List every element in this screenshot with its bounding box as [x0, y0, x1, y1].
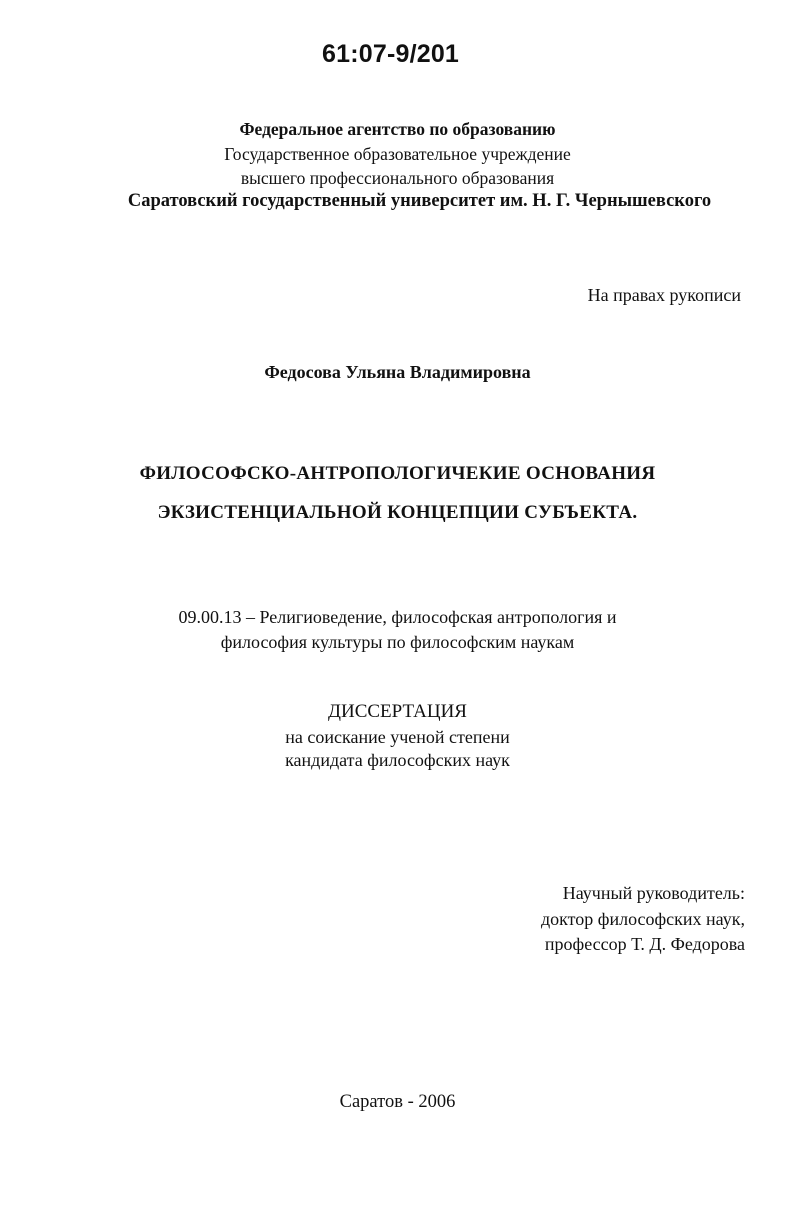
- thesis-title-line-1: ФИЛОСОФСКО-АНТРОПОЛОГИЧЕКИЕ ОСНОВАНИЯ: [139, 463, 656, 484]
- catalog-code-stamp: 61:07-9/201: [322, 40, 460, 68]
- degree-line-1: на соискание ученой степени: [285, 727, 510, 747]
- supervisor-label: Научный руководитель:: [562, 883, 745, 903]
- degree-line-2: кандидата философских наук: [285, 750, 510, 770]
- supervisor-name: профессор Т. Д. Федорова: [544, 934, 745, 954]
- institution-state: Государственное образовательное учреждение: [224, 144, 571, 164]
- place-and-year: Саратов - 2006: [339, 1092, 456, 1112]
- manuscript-rights-note: На правах рукописи: [587, 285, 741, 305]
- institution-university: Саратовский государственный университет им. Н. Г. Чернышевского: [127, 191, 712, 211]
- supervisor-block: [541, 881, 745, 958]
- institution-higher-education: высшего профессионального образования: [240, 168, 555, 188]
- institution-agency: Федеральное агентство по образованию: [239, 119, 556, 139]
- specialty-line-1: 09.00.13 – Религиоведение, философская антропология и: [178, 607, 617, 627]
- specialty-line-2: философия культуры по философским наукам: [220, 632, 575, 652]
- thesis-title-line-2: ЭКЗИСТЕНЦИАЛЬНОЙ КОНЦЕПЦИИ СУБЪЕКТА.: [157, 502, 638, 523]
- author-name: Федосова Ульяна Владимировна: [264, 362, 531, 382]
- supervisor-degree: доктор философских наук,: [541, 908, 745, 929]
- document-type: ДИССЕРТАЦИЯ: [328, 701, 467, 722]
